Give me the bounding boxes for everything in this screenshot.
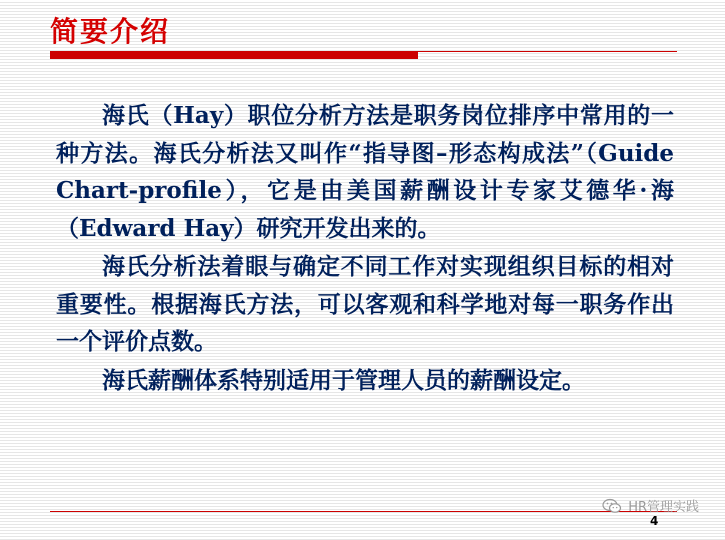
page-number: 4 bbox=[650, 514, 659, 528]
watermark bbox=[602, 496, 699, 515]
paragraph-2: 海氏分析法着眼与确定不同工作对实现组织目标的相对重要性。根据海氏方法，可以客观和科学地对每一职务作出一个评价点数。 bbox=[56, 253, 674, 355]
paragraph-1: 海氏（Hay）职位分析方法是职务岗位排序中常用的一种方法。海氏分析法又叫作“指导图–形态构成法”（Guide Chart-profile），它是由美国薪酬设计专家艾德华·海（Edward Hay）研究开发出来的。 bbox=[56, 102, 674, 242]
title-accent-bar bbox=[50, 52, 418, 59]
footer-rule bbox=[50, 511, 677, 512]
wechat-icon bbox=[602, 498, 622, 514]
slide-title: 简要介绍 bbox=[50, 15, 171, 48]
slide-body bbox=[56, 97, 674, 400]
watermark-text: HR管理实践 bbox=[628, 500, 699, 515]
paragraph-3: 海氏薪酬体系特别适用于管理人员的薪酬设定。 bbox=[102, 366, 585, 394]
